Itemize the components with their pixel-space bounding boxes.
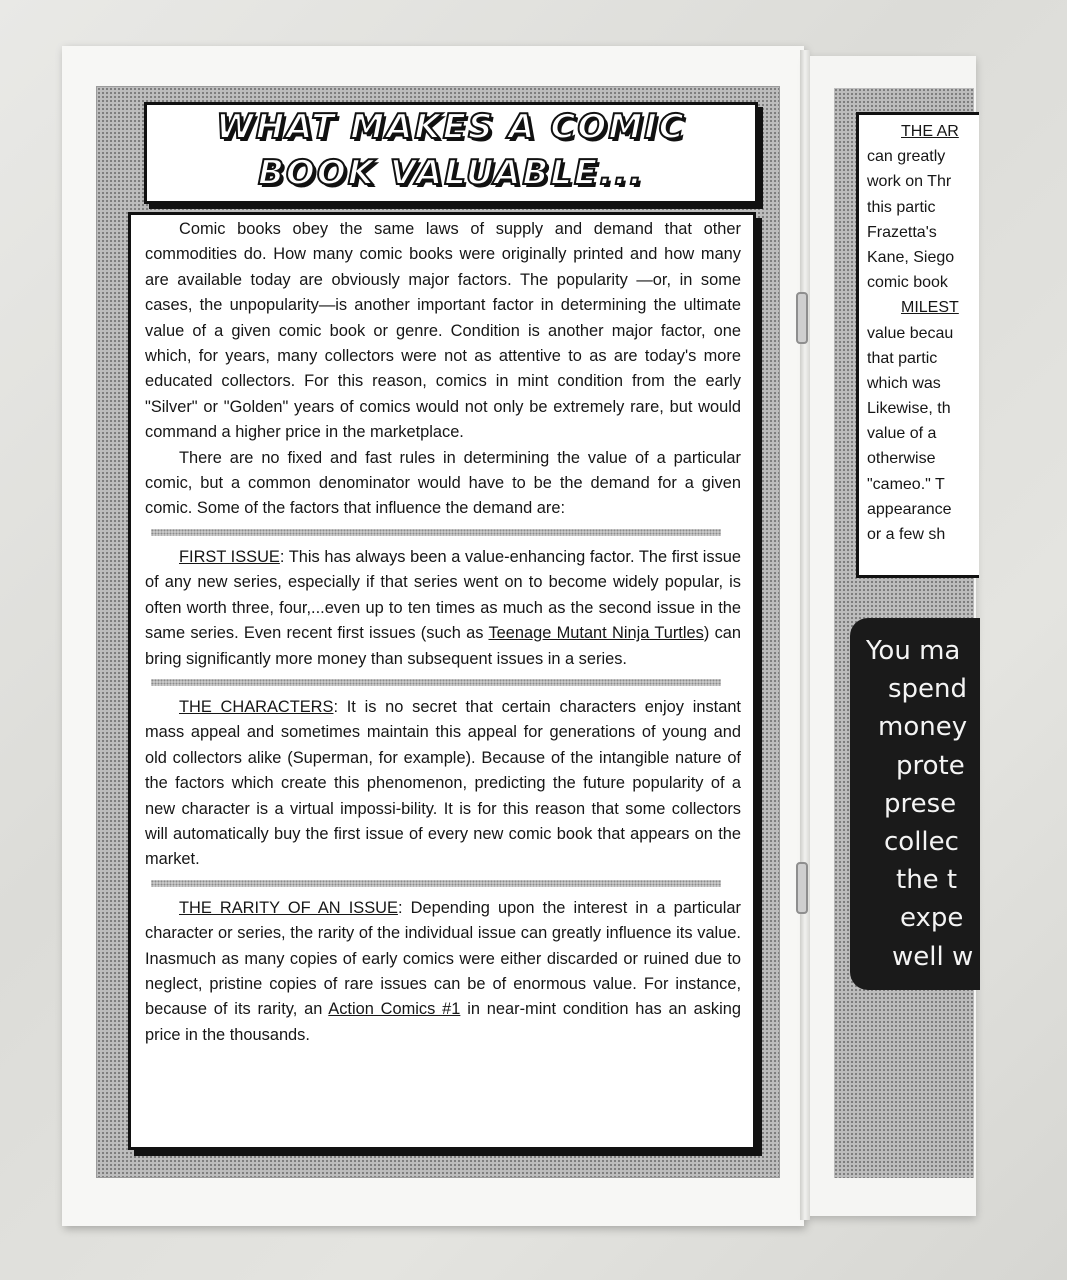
action-comics-title-ref: Action Comics #1 [328,1000,461,1019]
article-text [145,217,741,1048]
article-box [128,212,756,1150]
tmnt-title-ref: Teenage Mutant Ninja Turtles [488,624,704,643]
callout-line: well w [892,941,974,972]
right-text-box [856,112,979,578]
right-box-line: Kane, Siego [867,248,955,266]
characters-paragraph [145,695,741,873]
rarity-heading: THE RARITY OF AN ISSUE [179,898,398,917]
intro-paragraph-1: Comic books obey the same laws of supply and demand that other commodities do. How many comic books were originally printed and how many are available today are obviously major factors. The popularity —or, in some cases, the unpopularity—is another important factor in determining the ultimate value of a given comic book or genre. Condition is another major factor, one which, for years, many collectors were not as attentive to as are today's more educated collectors. For this reason, comics in mint condition from the early "Silver" or "Golden" years of comics would not only be extremely rare, but would command a higher price in the marketplace. [145,220,741,442]
rarity-text-b: in near-mint condition has an asking price in the thousands. [145,1000,741,1044]
callout-line: spend [888,674,968,705]
right-box-line: this partic [867,198,936,216]
right-box-line: that partic [867,349,938,367]
first-issue-paragraph [145,545,741,672]
right-box-line: which was [867,374,941,392]
rarity-paragraph [145,896,741,1048]
callout-line: collec [884,826,959,857]
callout-line: prote [896,750,965,781]
title-box [144,102,758,204]
right-callout-box [850,618,980,990]
intro-paragraph-2: There are no fixed and fast rules in determining the value of a particular comic, but a common denominator would have to be the demand for a given comic. Some of the factors that influence the demand are: [145,448,741,518]
title-line-2: BOOK VALUABLE... [258,153,644,193]
callout-line: money [878,712,968,743]
right-box-line: value becau [867,324,954,342]
right-box-line: Likewise, th [867,400,951,418]
right-box-line: appearance [867,500,952,518]
booklet-spine [800,50,810,1220]
first-issue-text-a: : This has always been a value-enhancing factor. The first issue of any new series, especially if that series went on to become widely popular, is often worth three, four,...even up to ten times as much as the second issue in the same series. Even recent first issues (such as [145,547,741,643]
callout-line: You ma [866,636,961,666]
callout-line: the t [896,865,958,896]
characters-text: : It is no secret that certain characters enjoy instant mass appeal and sometimes maintain this appeal for generations of young and old collectors alike (Superman, for example). Because of the intangible nature of the factors which create this phenomenon, predicting the future popularity of a new character is a virtual impossi-bility. It is for this reason that some collectors will automatically buy the first issue of every new comic book that appears on the market. [145,697,741,869]
section-divider [151,880,721,887]
title-line-1: WHAT MAKES A COMIC [216,107,686,147]
section-divider [151,529,721,536]
right-box-line: Frazetta's [867,223,937,241]
rarity-text-a: : Depending upon the interest in a particular character or series, the rarity of the individual issue can greatly influence its value. Inasmuch as many copies of early comics were either discarded or ruined due to neglect, pristine copies of rare issues can be of enormous value. For instance, because of its rarity, an [145,898,741,1019]
callout-text-lines [866,632,1066,976]
section-divider [151,679,721,686]
right-box-line: work on Thr [867,173,952,191]
right-text-lines [867,119,1067,547]
first-issue-heading: FIRST ISSUE [179,547,280,566]
right-box-line: can greatly [867,148,946,166]
top-staple [796,292,808,344]
right-box-line: value of a [867,425,937,443]
right-box-line: MILEST [901,299,959,317]
right-box-line: "cameo." T [867,475,945,493]
bottom-staple [796,862,808,914]
right-box-line: otherwise [867,450,936,468]
characters-heading: THE CHARACTERS [179,697,334,716]
first-issue-text-b: ) can bring significantly more money than subsequent issues in a series. [145,624,741,668]
callout-line: expe [900,903,964,934]
right-box-line: or a few sh [867,526,946,543]
callout-line: prese [884,788,957,819]
right-box-line: THE AR [901,123,959,140]
right-box-line: comic book [867,274,948,292]
